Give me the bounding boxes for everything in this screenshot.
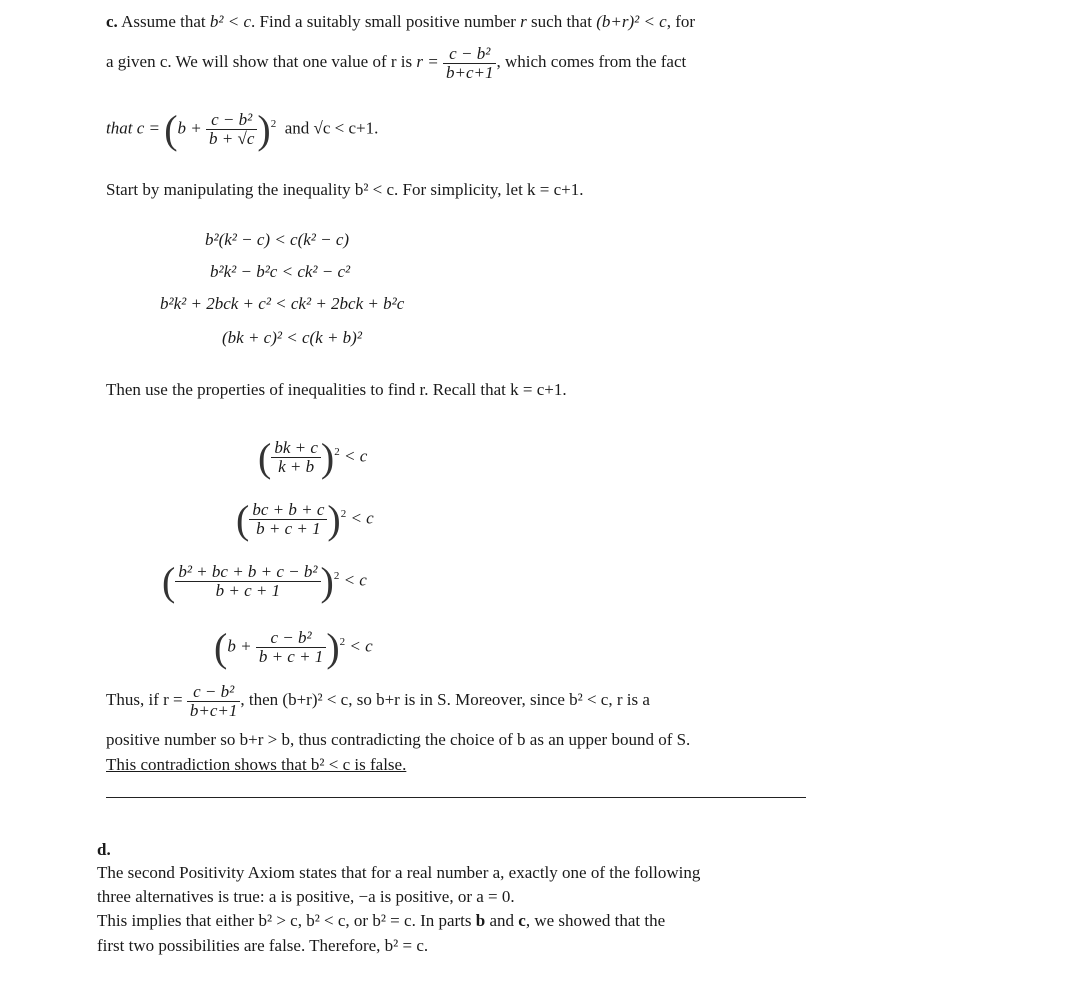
section-divider [106, 797, 806, 798]
ineq-1-fraction [271, 439, 321, 476]
ineq-2-fraction [249, 501, 327, 538]
part-c-line-3 [106, 100, 378, 153]
thus-text-b: , then (b+r)² < c, so b+r is in S. Moreover, since b² < c, r is a [240, 690, 650, 709]
positive-line: positive number so b+r > b, thus contradicting the choice of b as an upper bound of S. [106, 730, 691, 749]
ineq-3-right-paren: ) [320, 558, 334, 604]
math-r: r [520, 12, 527, 31]
ineq-1-exp: 2 [334, 446, 340, 458]
part-d-label: d. [97, 840, 111, 859]
thus-numerator: c − b² [187, 683, 241, 702]
part-d-line-4: first two possibilities are false. Therefore, b² = c. [97, 936, 429, 955]
that-text-c: and √c < c+1. [284, 118, 379, 138]
ineq-4-lt-c: < c [349, 636, 373, 656]
ineq-2-exp: 2 [340, 508, 347, 520]
part-d-line-1: The second Positivity Axiom states that for a real number a, exactly one of the following [97, 863, 701, 882]
ineq-2-left-paren: ( [236, 496, 250, 542]
that-b-plus: b + [177, 118, 202, 138]
equation-3: b²k² + 2bck + c² < ck² + 2bck + b²c [160, 294, 405, 313]
ineq-1 [258, 428, 367, 481]
contradiction-line: This contradiction shows that b² < c is false. [106, 755, 407, 774]
line3-text-a: This implies that either b² > c, b² < c, or b² = c. In parts [97, 911, 472, 930]
ineq-3-lt-c: < c [343, 570, 367, 590]
ineq-3-numerator: b² + bc + b + c − b² [175, 563, 320, 582]
that-text-a: that c = [106, 118, 160, 138]
ineq-4-denominator: b + c + 1 [258, 647, 324, 667]
ineq-2 [236, 490, 374, 543]
ineq-2-lt-c: < c [350, 508, 374, 528]
ineq-1-left-paren: ( [258, 434, 272, 480]
intro-text-1: Assume that [121, 12, 206, 31]
math-b2-lt-c: b² < c [209, 12, 252, 31]
ineq-2-denominator: b + c + 1 [256, 519, 321, 539]
fraction-that-numerator: c − b² [206, 111, 257, 130]
ineq-1-right-paren: ) [320, 434, 335, 480]
thus-line [106, 676, 650, 724]
fraction-that-denominator: b + √c [209, 129, 255, 149]
thus-text-a: Thus, if r = [106, 690, 183, 709]
fraction-that [206, 111, 257, 148]
line3-bold-c: c [518, 911, 526, 930]
equation-4: (bk + c)² < c(k + b)² [222, 328, 362, 347]
ineq-4-exp: 2 [339, 636, 346, 648]
ineq-2-numerator: bc + b + c [249, 501, 327, 520]
intro-text-2: . Find a suitably small positive number [251, 12, 516, 31]
line2-text-a: a given c. We will show that one value of r is [106, 52, 413, 71]
ineq-3-denominator: b + c + 1 [215, 581, 281, 601]
ineq-4-right-paren: ) [326, 624, 340, 670]
ineq-3 [162, 552, 367, 605]
math-r-eq: r = [416, 52, 439, 71]
part-d-line-3 [97, 911, 665, 931]
exponent-2: 2 [270, 118, 277, 130]
intro-text-3: such that [531, 12, 592, 31]
right-paren: ) [257, 106, 271, 152]
ineq-1-lt-c: < c [343, 446, 368, 466]
part-c-line-2 [106, 38, 686, 86]
ineq-3-exp: 2 [333, 570, 340, 582]
thus-denominator: b+c+1 [189, 700, 238, 720]
equation-1: b²(k² − c) < c(k² − c) [205, 230, 350, 249]
line3-text-e: , we showed that the [525, 911, 666, 930]
line3-and: and [489, 911, 515, 930]
left-paren: ( [164, 106, 178, 152]
part-c-label: c. [106, 12, 118, 31]
math-b-plus-r-sq-lt-c: (b+r)² < c [596, 12, 667, 31]
ineq-1-numerator: bk + c [271, 439, 321, 458]
start-text: Start by manipulating the inequality b² < c. For simplicity, let k = c+1. [106, 180, 584, 199]
ineq-4-numerator: c − b² [256, 629, 327, 648]
part-c-line-1 [106, 12, 695, 32]
ineq-4-left-paren: ( [214, 624, 228, 670]
line2-text-b: , which comes from the fact [496, 52, 687, 71]
ineq-4-fraction [256, 629, 327, 666]
ineq-4-b-plus: b + [227, 636, 252, 656]
intro-text-4: , for [666, 12, 696, 31]
fraction-r-denominator: b+c+1 [445, 62, 494, 82]
part-d-label-line [97, 840, 111, 860]
ineq-3-fraction [175, 563, 320, 600]
then-text: Then use the properties of inequalities to find r. Recall that k = c+1. [106, 380, 567, 399]
part-d-line-2: three alternatives is true: a is positive, −a is positive, or a = 0. [97, 887, 515, 906]
ineq-3-left-paren: ( [162, 558, 176, 604]
equation-2: b²k² − b²c < ck² − c² [210, 262, 351, 281]
line3-bold-b: b [475, 911, 486, 930]
fraction-r-numerator: c − b² [443, 45, 497, 64]
ineq-2-right-paren: ) [327, 496, 341, 542]
ineq-4 [214, 618, 373, 671]
thus-fraction [187, 683, 241, 720]
fraction-r [443, 45, 497, 82]
ineq-1-denominator: k + b [278, 457, 315, 477]
